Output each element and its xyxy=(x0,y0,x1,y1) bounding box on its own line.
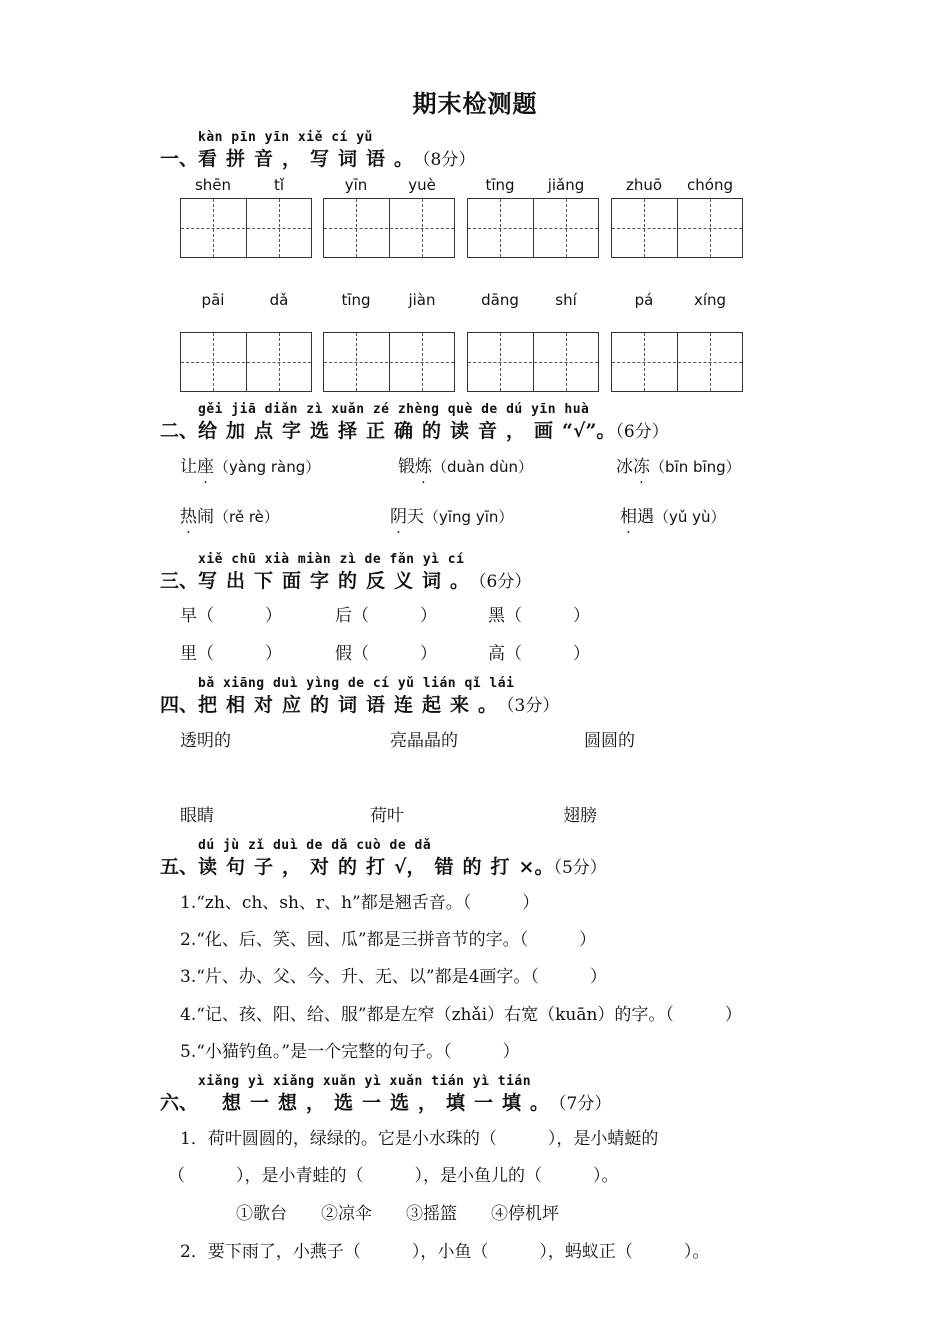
s4-heading xyxy=(160,690,559,717)
s2-heading xyxy=(160,416,669,443)
writing-grid-box[interactable] xyxy=(180,332,312,392)
s6-options: ①歌台 ②凉伞 ③摇篮 ④停机坪 xyxy=(236,1204,559,1224)
grid-pinyin-label: shēn xyxy=(194,176,232,194)
s2-word-char: 冻 xyxy=(633,457,650,477)
s6-heading xyxy=(160,1088,611,1115)
s5-question-2: ，错的打 xyxy=(406,856,519,878)
s5-number: 五、 xyxy=(160,856,199,878)
check-mark: √ xyxy=(394,856,407,878)
grid-guide-line xyxy=(500,199,501,257)
s2-word-char: 热 xyxy=(180,507,197,527)
s5-item: 5.“小猫钓鱼。”是一个完整的句子。（ ） xyxy=(180,1042,520,1062)
s6-question: 想一想，选一选，填一填。 xyxy=(222,1092,559,1114)
s2-item xyxy=(616,452,741,477)
s2-word-char: 让 xyxy=(180,457,197,477)
writing-grid-box[interactable] xyxy=(323,198,455,258)
s4-top-word: 透明的 xyxy=(180,731,231,751)
grid-guide-line xyxy=(500,333,501,391)
grid-pinyin-label: jiàn xyxy=(408,291,436,309)
s2-word-char: 炼 xyxy=(415,457,432,477)
s5-pinyin: dú jù zǐ duì de dǎ cuò de dǎ xyxy=(198,838,432,853)
s5-question: 读句子，对的打 xyxy=(198,856,395,878)
s5-item: 2.“化、后、笑、园、瓜”都是三拼音节的字。（ ） xyxy=(180,930,597,950)
writing-grid-box[interactable] xyxy=(180,198,312,258)
s5-score: （5分） xyxy=(553,858,607,878)
s6-question-1b: （ ），是小青蛙的（ ），是小鱼儿的（ ）。 xyxy=(168,1166,619,1186)
s3-score: （6分） xyxy=(478,572,532,592)
s1-pinyin: kàn pīn yīn xiě cí yǔ xyxy=(198,130,373,145)
s2-word-char: 闹 xyxy=(197,507,214,527)
s3-question: 写出下面字的反义词。 xyxy=(198,570,479,592)
grid-guide-line xyxy=(612,362,742,363)
writing-grid-box[interactable] xyxy=(611,198,743,258)
s4-top-word: 圆圆的 xyxy=(584,731,635,751)
s2-word-char: 天 xyxy=(407,507,424,527)
grid-pinyin-label: yuè xyxy=(408,176,436,194)
grid-guide-line xyxy=(213,199,214,257)
s2-question: 给加点字选择正确的读音，画 xyxy=(198,420,563,442)
grid-guide-line xyxy=(644,199,645,257)
grid-guide-line xyxy=(181,228,311,229)
s6-score: （7分） xyxy=(558,1094,612,1114)
s3-item: 后（ ） xyxy=(335,606,437,626)
s3-item: 黑（ ） xyxy=(488,606,590,626)
s4-bottom-word: 翅膀 xyxy=(563,806,597,826)
s6-question-1a: 1．荷叶圆圆的，绿绿的。它是小水珠的（ ），是小蜻蜓的 xyxy=(180,1129,659,1149)
s2-options[interactable]: （rě rè） xyxy=(214,508,279,526)
writing-grid-box[interactable] xyxy=(611,332,743,392)
writing-grid-box[interactable] xyxy=(467,332,599,392)
s2-word-char: 相 xyxy=(620,507,637,527)
grid-guide-line xyxy=(468,228,598,229)
grid-pinyin-label: tīng xyxy=(341,291,371,309)
s4-number: 四、 xyxy=(160,694,199,716)
s1-score: （8分） xyxy=(422,150,476,170)
grid-guide-line xyxy=(710,333,711,391)
grid-pinyin-label: pāi xyxy=(201,291,225,309)
s2-options[interactable]: （yàng ràng） xyxy=(214,458,321,476)
s2-word-char: 锻 xyxy=(398,457,415,477)
s6-pinyin: xiǎng yì xiǎng xuǎn yì xuǎn tián yì tián xyxy=(198,1074,532,1089)
s5-item: 3.“片、办、父、今、升、无、以”都是4画字。（ ） xyxy=(180,967,607,987)
s2-number: 二、 xyxy=(160,420,199,442)
s2-options[interactable]: （duàn dùn） xyxy=(432,458,534,476)
s1-number: 一、 xyxy=(160,148,199,170)
s2-word-char: 阴 xyxy=(390,507,407,527)
grid-pinyin-label: yīn xyxy=(344,176,368,194)
s4-bottom-word: 荷叶 xyxy=(370,806,404,826)
s3-item: 高（ ） xyxy=(488,644,590,664)
s2-options[interactable]: （bīn bīng） xyxy=(650,458,741,476)
s2-item xyxy=(180,502,279,527)
grid-pinyin-label: pá xyxy=(634,291,654,309)
s2-options[interactable]: （yīng yīn） xyxy=(424,508,514,526)
s4-pinyin: bǎ xiāng duì yìng de cí yǔ lián qǐ lái xyxy=(198,676,515,691)
s2-item xyxy=(398,452,533,477)
grid-guide-line xyxy=(468,362,598,363)
s4-top-word: 亮晶晶的 xyxy=(390,731,458,751)
s2-pinyin: gěi jiā diǎn zì xuǎn zé zhèng què de dú yīn huà xyxy=(198,402,590,417)
grid-guide-line xyxy=(356,199,357,257)
s2-score: （6分） xyxy=(615,422,669,442)
s5-item: 4.“记、孩、阳、给、服”都是左窄（zhǎi）右宽（kuān）的字。（ ） xyxy=(180,1005,742,1025)
s5-item: 1.“zh、ch、sh、r、h”都是翘舌音。（ ） xyxy=(180,893,540,913)
grid-pinyin-label: xíng xyxy=(693,291,727,309)
s2-item xyxy=(390,502,513,527)
grid-pinyin-label: dāng xyxy=(481,291,519,309)
s4-bottom-word: 眼睛 xyxy=(180,806,214,826)
grid-pinyin-label: shí xyxy=(555,291,577,309)
s1-heading xyxy=(160,144,475,171)
s5-heading xyxy=(160,852,607,879)
grid-guide-line xyxy=(644,333,645,391)
grid-guide-line xyxy=(612,228,742,229)
s2-item xyxy=(180,452,320,477)
s3-number: 三、 xyxy=(160,570,199,592)
s6-number: 六、 xyxy=(160,1092,199,1114)
grid-guide-line xyxy=(356,333,357,391)
grid-guide-line xyxy=(710,199,711,257)
s2-word-char: 座 xyxy=(197,457,214,477)
s6-question-2: 2．要下雨了，小燕子（ ），小鱼（ ），蚂蚁正（ ）。 xyxy=(180,1242,710,1262)
grid-pinyin-label: tǐ xyxy=(273,176,285,194)
s4-question: 把相对应的词语连起来。 xyxy=(198,694,507,716)
s2-word-char: 冰 xyxy=(616,457,633,477)
grid-guide-line xyxy=(422,333,423,391)
grid-guide-line xyxy=(422,199,423,257)
s2-word-char: 遇 xyxy=(637,507,654,527)
s2-options[interactable]: （yǔ yù） xyxy=(654,508,726,526)
grid-pinyin-label: jiǎng xyxy=(547,176,585,194)
s3-item: 假（ ） xyxy=(335,644,437,664)
grid-pinyin-label: tīng xyxy=(485,176,515,194)
grid-guide-line xyxy=(566,333,567,391)
s2-tail: “√”。 xyxy=(562,420,616,442)
grid-guide-line xyxy=(324,228,454,229)
grid-guide-line xyxy=(279,333,280,391)
grid-pinyin-label: dǎ xyxy=(269,291,289,309)
s4-score: （3分） xyxy=(506,696,560,716)
writing-grid-box[interactable] xyxy=(323,332,455,392)
s3-item: 早（ ） xyxy=(180,606,282,626)
s3-pinyin: xiě chū xià miàn zì de fǎn yì cí xyxy=(198,552,465,567)
page-title: 期末检测题 xyxy=(412,89,538,118)
s1-question: 看拼音，写词语。 xyxy=(198,148,423,170)
s3-item: 里（ ） xyxy=(180,644,282,664)
s2-item xyxy=(620,502,726,527)
grid-pinyin-label: chóng xyxy=(687,176,733,194)
writing-grid-box[interactable] xyxy=(467,198,599,258)
grid-guide-line xyxy=(324,362,454,363)
grid-guide-line xyxy=(279,199,280,257)
grid-guide-line xyxy=(181,362,311,363)
grid-pinyin-label: zhuō xyxy=(625,176,663,194)
cross-mark: × xyxy=(518,856,535,878)
s5-end: 。 xyxy=(534,856,554,878)
s3-heading xyxy=(160,566,531,593)
grid-guide-line xyxy=(213,333,214,391)
grid-guide-line xyxy=(566,199,567,257)
